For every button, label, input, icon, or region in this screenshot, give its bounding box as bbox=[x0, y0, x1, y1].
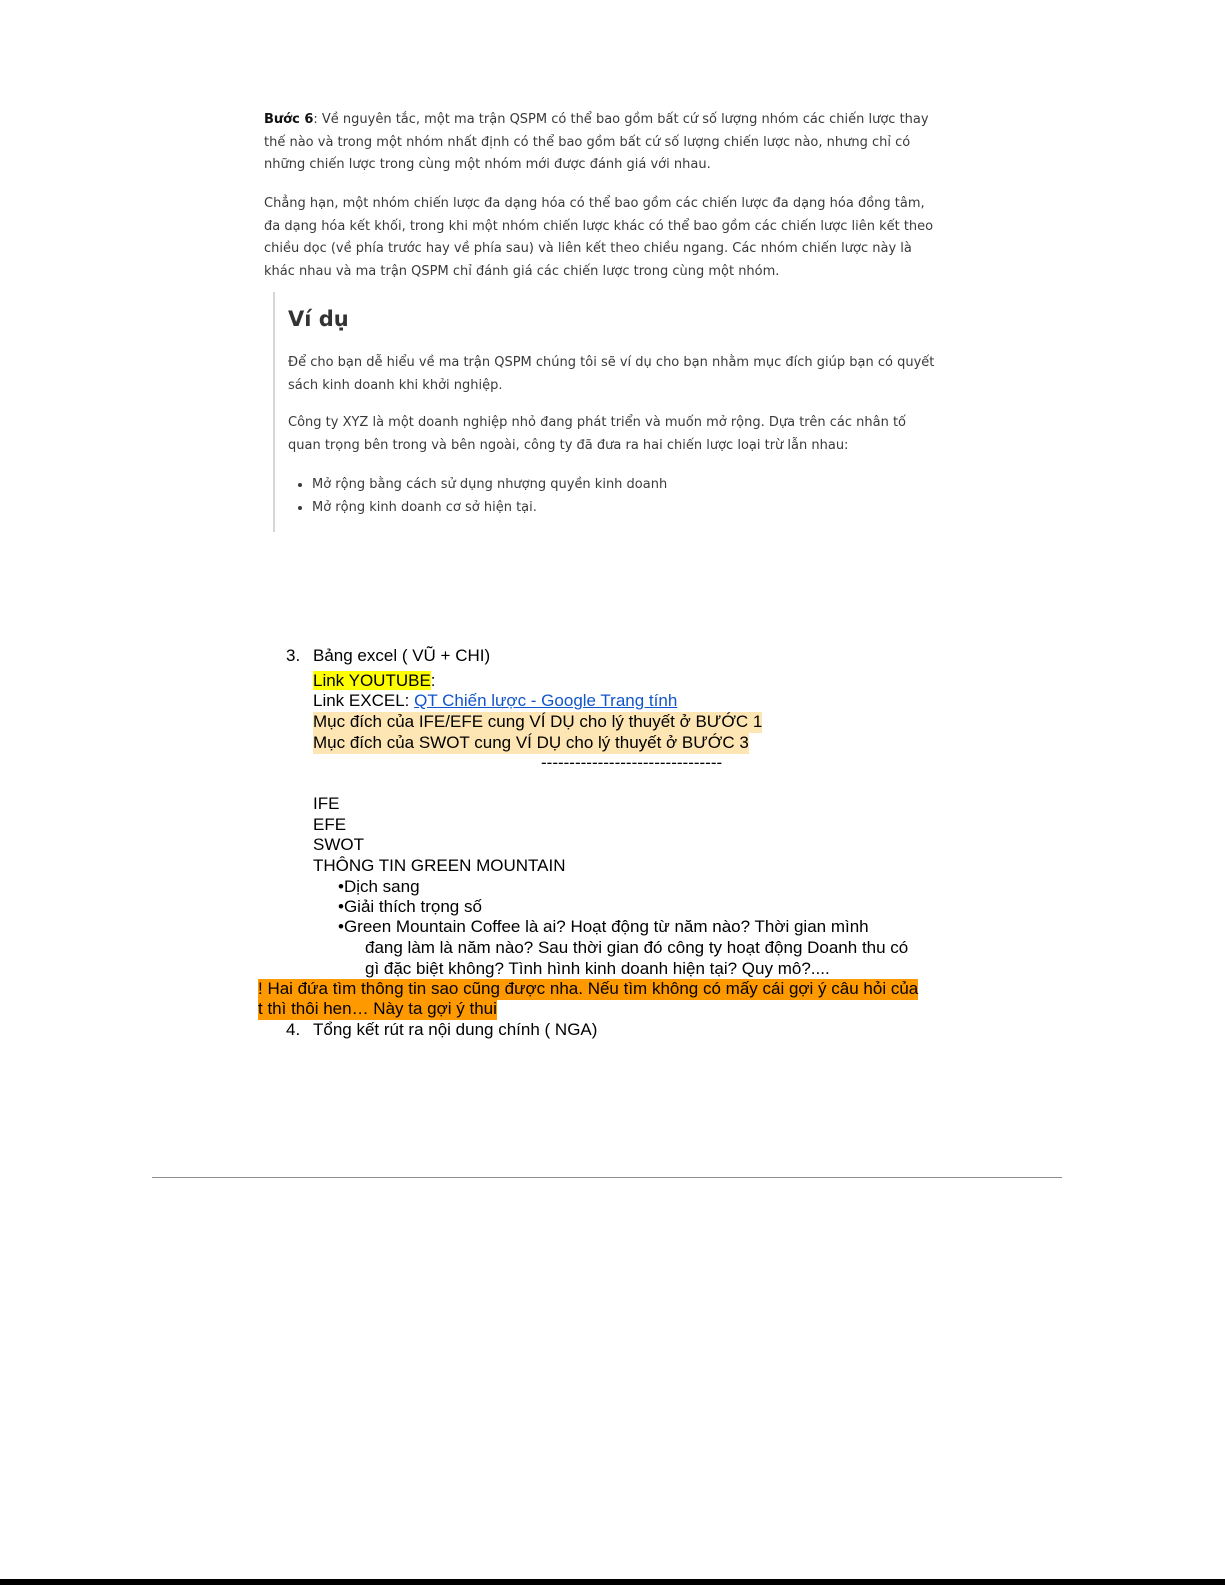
example-title: Ví dụ bbox=[288, 307, 349, 331]
sub-bullet-weights: •Giải thích trọng số bbox=[338, 897, 482, 916]
step6-paragraph bbox=[264, 109, 944, 177]
sub-bullet-translate: •Dịch sang bbox=[338, 877, 420, 896]
item-4-heading bbox=[286, 1020, 597, 1041]
example-intro-paragraph: Để cho bạn dễ hiểu về ma trận QSPM chúng tôi sẽ ví dụ cho bạn nhằm mục đích giúp bạn có quyết sách kinh doanh khi khởi nghiệp. bbox=[288, 355, 935, 393]
page-bottom-edge bbox=[0, 1579, 1225, 1585]
sub-bullet-questions: •Green Mountain Coffee là ai? Hoạt động từ năm nào? Thời gian mình bbox=[338, 917, 869, 936]
step6-label: Bước 6 bbox=[264, 112, 314, 127]
page-divider bbox=[152, 1177, 1062, 1178]
note-line-2: t thì thôi hen… Này ta gợi ý thui bbox=[258, 999, 497, 1018]
ife-efe-purpose: Mục đích của IFE/EFE cung VÍ DỤ cho lý thuyết ở BƯỚC 1 bbox=[313, 712, 763, 731]
item-3-number: 3. bbox=[286, 646, 301, 665]
list-item: • Mở rộng kinh doanh cơ sở hiện tại. bbox=[312, 497, 912, 520]
excel-link-label: Link EXCEL: bbox=[313, 691, 415, 710]
youtube-link-line bbox=[313, 671, 436, 692]
sub-bullet-questions-cont-1: đang làm là năm nào? Sau thời gian đó công ty hoạt động Doanh thu có bbox=[365, 938, 909, 957]
example-strategy-list bbox=[288, 474, 912, 519]
excel-sheet-link[interactable]: QT Chiến lược - Google Trang tính bbox=[414, 691, 678, 710]
item-3-text: Bảng excel ( VŨ + CHI) bbox=[313, 646, 491, 665]
sub-bullet-questions-cont-2: gì đặc biệt không? Tình hình kinh doanh hiện tại? Quy mô?.... bbox=[365, 959, 830, 978]
example-quote-bar bbox=[273, 292, 275, 532]
note-line-1: ! Hai đứa tìm thông tin sao cũng được nha. Nếu tìm không có mấy cái gợi ý câu hỏi của bbox=[258, 979, 919, 998]
step6-text: : Về nguyên tắc, một ma trận QSPM có thể bao gồm bất cứ số lượng nhóm các chiến lược thay thế nào và trong một nhóm nhất định có thể bao gồm bất cứ số lượng chiến lược nào, nhưng chỉ có những chiến lược trong cùng một nhóm mới được đánh giá với nhau. bbox=[264, 112, 929, 172]
item-3-heading bbox=[286, 646, 490, 667]
excel-link-line bbox=[313, 691, 677, 712]
green-mountain-heading: THÔNG TIN GREEN MOUNTAIN bbox=[313, 856, 566, 875]
separator-dashes: -------------------------------- bbox=[541, 753, 723, 772]
diversification-paragraph: Chẳng hạn, một nhóm chiến lược đa dạng hóa có thể bao gồm các chiến lược đa dạng hóa đồng tâm, đa dạng hóa kết khối, trong khi một nhóm chiến lược khác có thể bao gồm các chiến lược liên kết theo chiều dọc (về phía trước hay về phía sau) và liên kết theo chiều ngang. Các nhóm chiến lược này là khác nhau và ma trận QSPM chỉ đánh giá các chiến lược trong cùng một nhóm. bbox=[264, 196, 934, 279]
youtube-colon: : bbox=[430, 671, 436, 690]
ife-label: IFE bbox=[313, 794, 340, 813]
swot-purpose: Mục đích của SWOT cung VÍ DỤ cho lý thuyết ở BƯỚC 3 bbox=[313, 733, 749, 752]
youtube-link-label: Link YOUTUBE bbox=[313, 671, 431, 690]
item-4-number: 4. bbox=[286, 1020, 301, 1039]
example-company-paragraph: Công ty XYZ là một doanh nghiệp nhỏ đang phát triển và muốn mở rộng. Dựa trên các nhân tố quan trọng bên trong và bên ngoài, công ty đã đưa ra hai chiến lược loại trừ lẫn nhau: bbox=[288, 415, 907, 453]
list-item: • Mở rộng bằng cách sử dụng nhượng quyền kinh doanh bbox=[312, 474, 912, 497]
swot-label: SWOT bbox=[313, 835, 364, 854]
item-4-text: Tổng kết rút ra nội dung chính ( NGA) bbox=[313, 1020, 598, 1039]
efe-label: EFE bbox=[313, 815, 347, 834]
